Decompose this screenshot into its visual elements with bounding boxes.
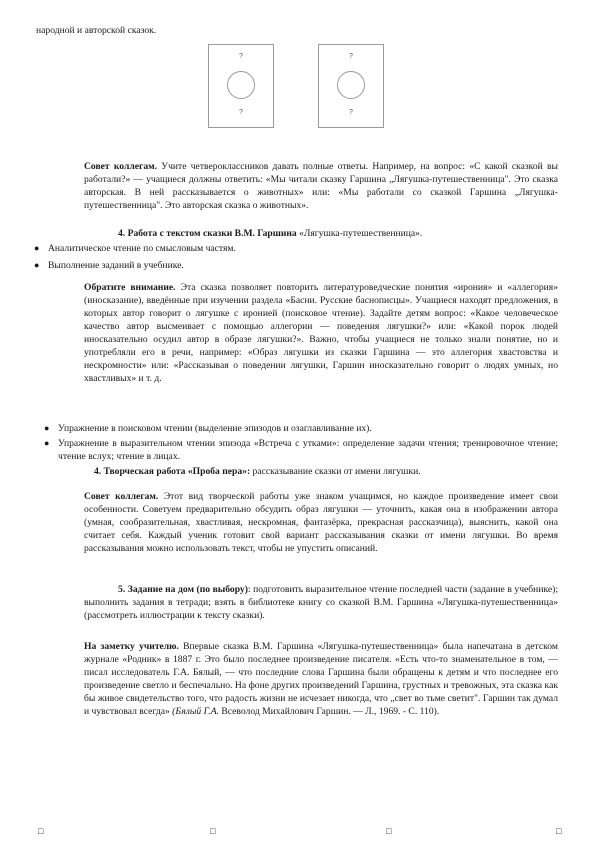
figure-left-top-mark: ? [239, 53, 243, 60]
bullet-text: Аналитическое чтение по смысловым частям. [48, 243, 236, 254]
bottom-mark: □ [386, 826, 392, 836]
section-text: : подготовить выразительное чтение последней части (задание в учебнике); выполнить задания в тетради; взять в библиотеке книгу со сказкой В.М. Гаршина «Лягушка-путешественница» (рассмотреть иллюстрации к тексту сказки). [84, 584, 558, 621]
section-4b-heading [94, 465, 554, 478]
figure-right-top-mark: ? [349, 53, 353, 60]
attention-label: Обратите внимание. [84, 282, 176, 293]
advice-paragraph-1 [84, 160, 558, 212]
section-title: Творческая работа «Проба пера»: [103, 466, 251, 477]
bullet-icon: ● [44, 423, 50, 433]
bullet-item [44, 437, 558, 463]
advice-text: Этот вид творческой работы уже знаком учащимся, но каждое произведение имеет свои особенности. Советуем предварительно обсудить образ лягушки — уточнить, какая она в изображении автора (умная, сообразительная, хвастливая, нескромная, фантазёрка, прекрасная рассказчица), выяснить, какой она считает себя. Каждый ученик готовит свой вариант рассказывания сказки от имени лягушки. Во время рассказывания можно использовать текст, чтобы не упустить описаний. [84, 491, 559, 554]
bottom-mark: □ [556, 826, 562, 836]
section-subtitle: «Лягушка-путешественница». [296, 228, 423, 239]
bullet-text: Выполнение заданий в учебнике. [48, 260, 184, 271]
advice-paragraph-2 [84, 490, 558, 555]
bullet-item [44, 422, 558, 435]
bullet-text: Упражнение в выразительном чтении эпизода «Встреча с утками»: определение задачи чтения; тренировочное чтение; чтение вслух; чтение в лицах. [58, 438, 558, 462]
section-number: 4. [118, 228, 126, 239]
attention-paragraph [84, 281, 558, 385]
figure-left-bottom-mark: ? [239, 109, 243, 116]
note-paragraph [84, 640, 558, 718]
advice-text: Учите четвероклассников давать полные ответы. Например, на вопрос: «С какой сказкой вы работали?» — учащиеся должны ответить: «Мы читали сказку Гаршина „Лягушка-путешественница". Это сказка авторская. В ней рассказывается о животных» или: «Мы работали со сказкой Гаршина „Лягушка-путешественница". Это авторская сказка о животных». [84, 161, 559, 211]
bottom-mark: □ [38, 826, 44, 836]
section-subtitle: рассказывание сказки от имени лягушки. [250, 466, 421, 477]
bullet-icon: ● [34, 243, 40, 253]
advice-label: Совет коллегам. [84, 491, 159, 502]
bullet-icon: ● [34, 260, 40, 270]
bullet-item [34, 259, 558, 272]
figure-right [318, 44, 384, 128]
bottom-mark: □ [210, 826, 216, 836]
circle-shape [337, 71, 365, 99]
bullet-text: Упражнение в поисковом чтении (выделение эпизодов и озаглавливание их). [58, 423, 372, 434]
section-title: Задание на дом (по выбору) [127, 584, 248, 595]
attention-text: Эта сказка позволяет повторить литературоведческие понятия «ирония» и «аллегория» (иносказание), введённые при изучении раздела «Басни. Русские баснописцы». Учащиеся находят предложения, в которых автор говорит о лягушке с иронией (поисковое чтение). Задайте детям вопрос: «Какое человеческое качество автор высмеивает с помощью аллегории — поведения лягушки?» или: «Какой порок людей иносказательно осудил автор в образе лягушки?». Важно, чтобы учащиеся не только знали понятие, но и употребляли его в речи, например: «Образ лягушки из сказки Гаршина — это аллегория хвастовства и нескромности» или: «Рассказывая о поведении лягушки, Гаршин иносказательно говорит о людях умных, но хвастливых» и т. д. [84, 282, 559, 384]
bullet-icon: ● [44, 438, 50, 448]
figure-right-bottom-mark: ? [349, 109, 353, 116]
section-title: Работа с текстом сказки В.М. Гаршина [127, 228, 297, 239]
note-text: Впервые сказка В.М. Гаршина «Лягушка-путешественница» была напечатана в детском журнале «Родник» в 1887 г. Это было последнее произведение писателя. «Есть что-то знаменательное в том, — писал исследователь Г.А. Бялый, — что последние слова Гаршина были обращены к детям и что последнее его произведение светло и беспечально. На фоне других произведений Гаршина, грустных и тревожных, эта сказка как бы живое свидетельство того, что радость жизни не исчезает никогда, что „свет во тьме светит". Гаршин так думал и чувствовал всегда» [84, 641, 558, 717]
citation-text: Всеволод Михайлович Гаршин. — Л., 1969. - С. 110). [218, 706, 440, 717]
advice-label: Совет коллегам. [84, 161, 158, 172]
citation-author: (Бялый Г.А. [172, 706, 219, 717]
section-5-paragraph [84, 583, 558, 622]
circle-shape [227, 71, 255, 99]
top-line: народной и авторской сказок. [36, 25, 157, 36]
figure-left [208, 44, 274, 128]
section-number: 5. [118, 584, 126, 595]
bullet-item [34, 242, 558, 255]
section-number: 4. [94, 466, 102, 477]
note-label: На заметку учителю. [84, 641, 179, 652]
section-4-heading [118, 227, 538, 240]
